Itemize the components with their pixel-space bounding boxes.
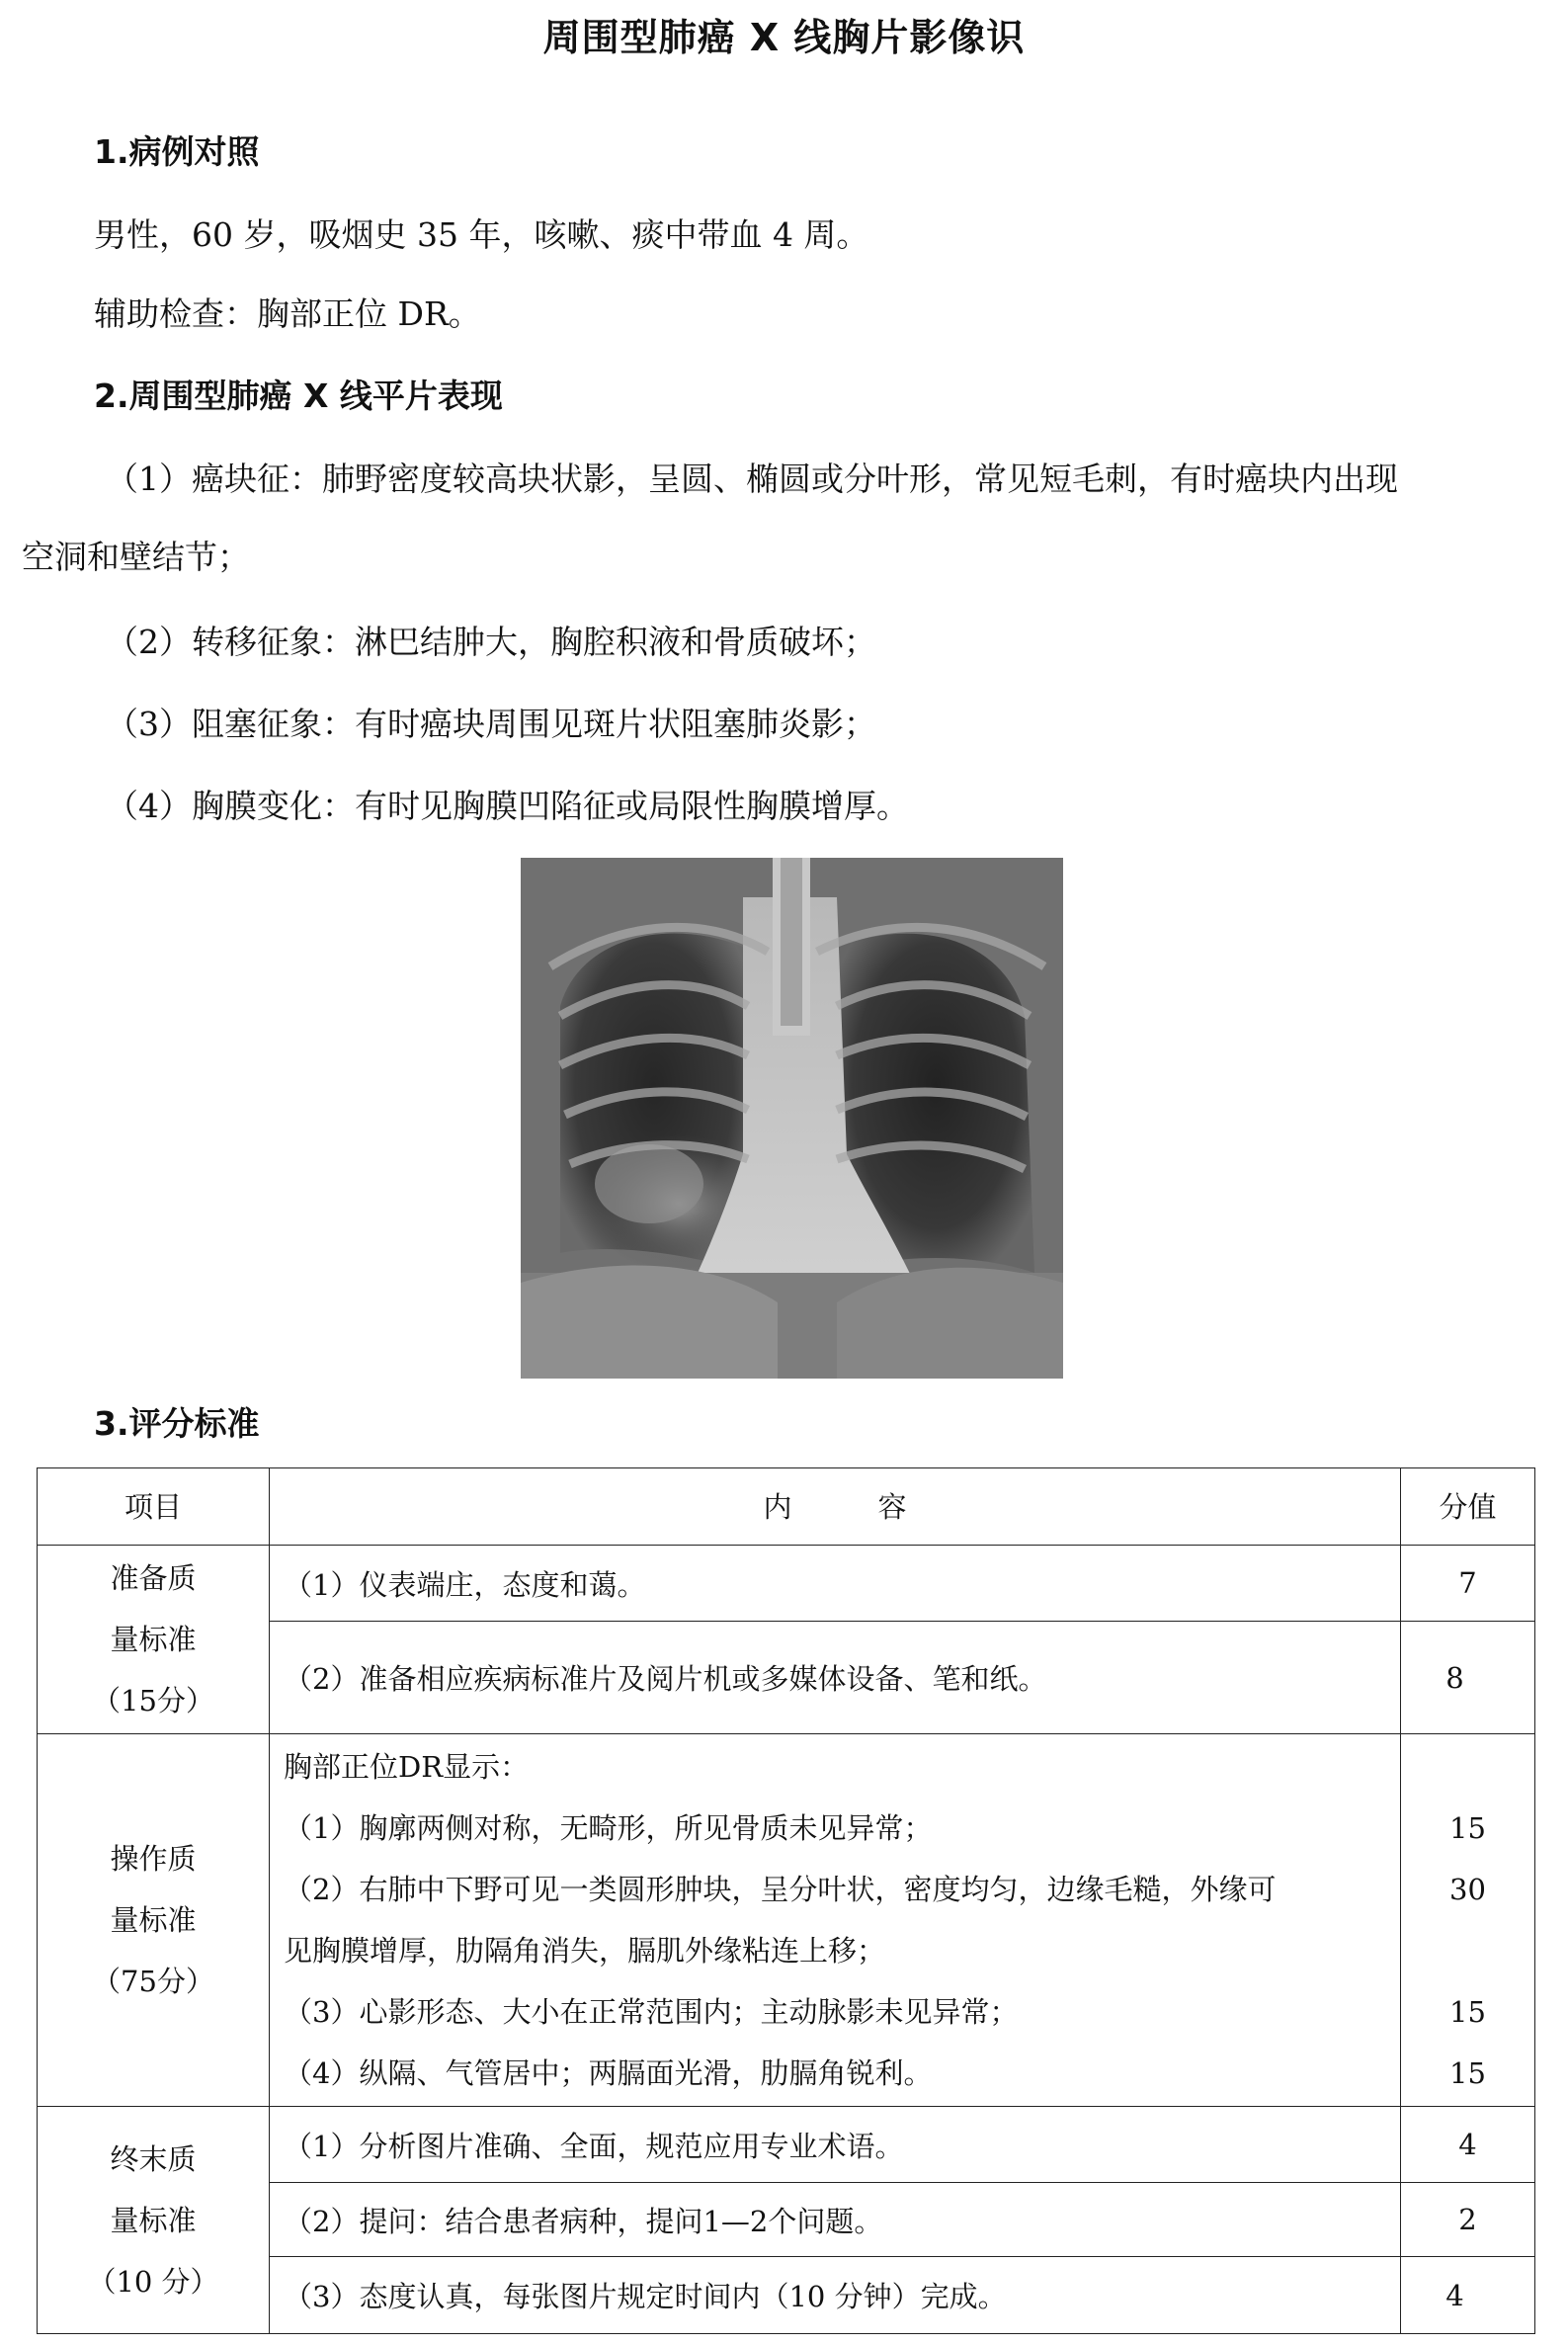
row-content: （1）分析图片准确、全面，规范应用专业术语。 (270, 2107, 1401, 2183)
operation-intro: 胸部正位DR显示： (284, 1750, 530, 1784)
group-label-final: 终末质 量标准 （10 分） (38, 2107, 270, 2334)
page-title: 周围型肺癌 X 线胸片影像识 (542, 16, 1026, 59)
operation-item-1: （1）胸廓两侧对称，无畸形，所见骨质未见异常； (284, 1811, 933, 1845)
finding-pleura: （4）胸膜变化：有时见胸膜凹陷征或局限性胸膜增厚。 (106, 787, 909, 825)
section1-heading: 1.病例对照 (94, 132, 260, 171)
row-content: （2）准备相应疾病标准片及阅片机或多媒体设备、笔和纸。 (270, 1622, 1401, 1734)
row-score: 15 (1449, 2056, 1486, 2090)
row-score: 15 (1449, 1811, 1486, 1845)
operation-item-2-line2: 见胸膜增厚，肋隔角消失，膈肌外缘粘连上移； (284, 1934, 886, 1968)
operation-item-3: （3）心影形态、大小在正常范围内；主动脉影未见异常； (284, 1995, 1019, 2029)
table-row (38, 1734, 1535, 2107)
table-row (38, 2107, 1535, 2183)
group-label-preparation: 准备质 量标准 （15分） (38, 1546, 270, 1734)
row-content: （2）提问：结合患者病种，提问1—2个问题。 (270, 2183, 1401, 2257)
row-score: 8 (1401, 1622, 1535, 1734)
chest-xray-image (521, 858, 1063, 1379)
row-content: （1）仪表端庄，态度和蔼。 (270, 1546, 1401, 1622)
table-row (38, 1546, 1535, 1622)
scoring-table (37, 1467, 1535, 2334)
operation-item-2-line1: （2）右肺中下野可见一类圆形肿块，呈分叶状，密度均匀，边缘毛糙，外缘可 (284, 1873, 1277, 1906)
table-header-row (38, 1468, 1535, 1546)
finding-mass-sign-line2: 空洞和壁结节； (22, 538, 250, 576)
finding-obstruction: （3）阻塞征象：有时癌块周围见斑片状阻塞肺炎影； (106, 705, 876, 743)
finding-mass-sign-line1: （1）癌块征：肺野密度较高块状影，呈圆、椭圆或分叶形，常见短毛刺，有时癌块内出现 (106, 460, 1398, 498)
header-content: 内 容 (270, 1468, 1401, 1546)
row-content: （3）态度认真，每张图片规定时间内（10 分钟）完成。 (270, 2257, 1401, 2334)
operation-item-4: （4）纵隔、气管居中；两膈面光滑，肋膈角锐利。 (284, 2056, 933, 2090)
case-description: 男性，60 岁，吸烟史 35 年，咳嗽、痰中带血 4 周。 (94, 215, 869, 254)
operation-content (270, 1734, 1401, 2107)
row-score: 4 (1401, 2107, 1535, 2183)
finding-metastasis: （2）转移征象：淋巴结肿大，胸腔积液和骨质破坏； (106, 623, 876, 661)
row-score: 15 (1449, 1995, 1486, 2029)
row-score: 30 (1449, 1873, 1486, 1906)
section3-heading: 3.评分标准 (94, 1404, 260, 1443)
section2-heading: 2.周围型肺癌 X 线平片表现 (94, 377, 503, 415)
row-score: 2 (1401, 2183, 1535, 2257)
row-score: 7 (1401, 1546, 1535, 1622)
group-label-operation: 操作质 量标准 （75分） (38, 1734, 270, 2107)
header-item: 项目 (38, 1468, 270, 1546)
header-score: 分值 (1401, 1468, 1535, 1546)
auxiliary-exam: 辅助检查：胸部正位 DR。 (94, 294, 481, 333)
row-score: 4 (1401, 2257, 1535, 2334)
operation-scores (1401, 1734, 1535, 2107)
